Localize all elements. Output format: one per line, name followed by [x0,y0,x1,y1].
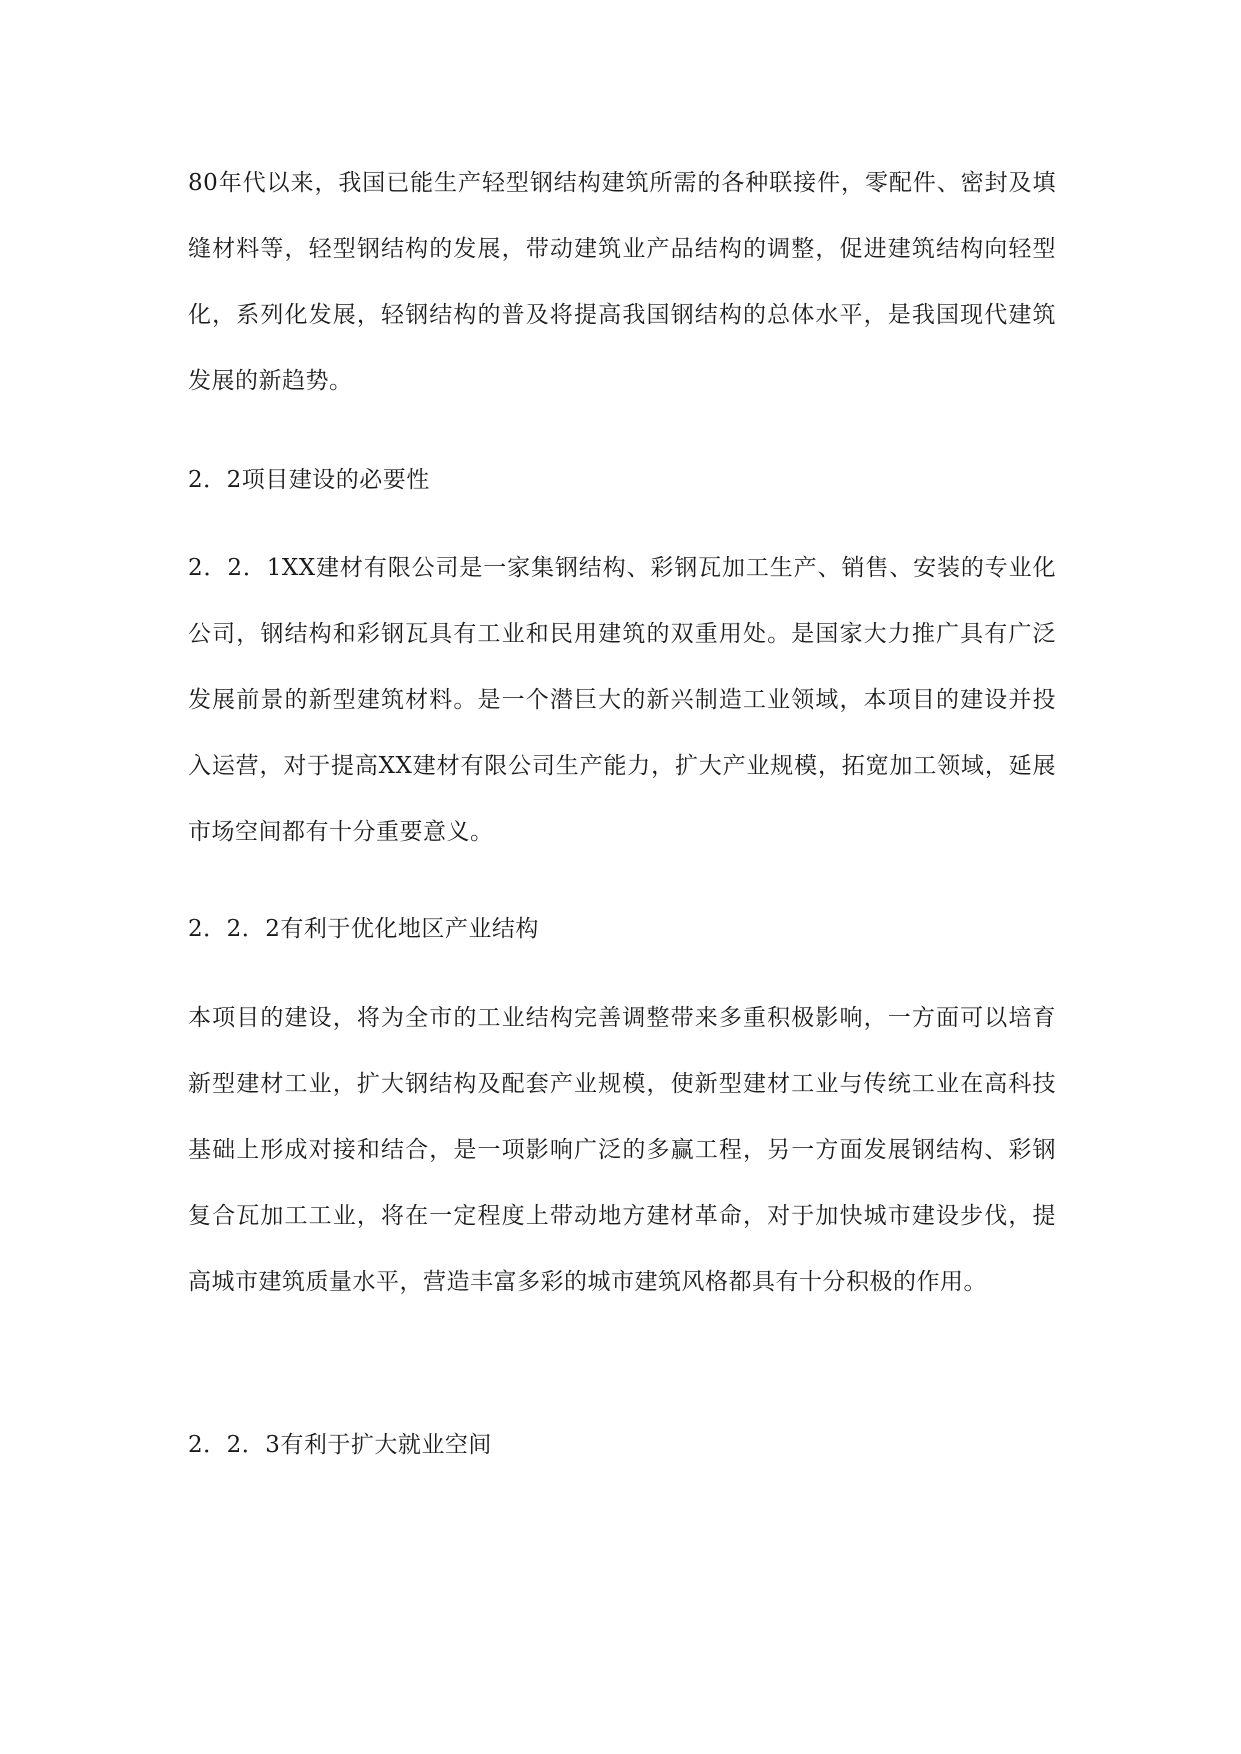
section-heading-2-2: 2．2项目建设的必要性 [188,467,430,493]
paragraph-2-2-2: 本项目的建设，将为全市的工业结构完善调整带来多重积极影响，一方面可以培育新型建材工业，扩大钢结构及配套产业规模，使新型建材工业与传统工业在高科技基础上形成对接和结合，是一项影响广泛的多赢工程，另一方面发展钢结构、彩钢复合瓦加工工业，将在一定程度上带动地方建材革命，对于加快城市建设步伐，提高城市建筑质量水平，营造丰富多彩的城市建筑风格都具有十分积极的作用。 [188,1005,1056,1295]
intro-paragraph: 80年代以来，我国已能生产轻型钢结构建筑所需的各种联接件，零配件、密封及填缝材料等，轻型钢结构的发展，带动建筑业产品结构的调整，促进建筑结构向轻型化，系列化发展，轻钢结构的普及将提高我国钢结构的总体水平，是我国现代建筑发展的新趋势。 [188,170,1056,394]
paragraph-2-2-1: 2．2．1XX建材有限公司是一家集钢结构、彩钢瓦加工生产、销售、安装的专业化公司，钢结构和彩钢瓦具有工业和民用建筑的双重用处。是国家大力推广具有广泛发展前景的新型建筑材料。是一个潜巨大的新兴制造工业领域，本项目的建设并投入运营，对于提高XX建材有限公司生产能力，扩大产业规模，拓宽加工领域，延展市场空间都有十分重要意义。 [188,555,1056,845]
section-heading-2-2-3: 2．2．3有利于扩大就业空间 [188,1432,492,1458]
section-heading-2-2-2: 2．2．2有利于优化地区产业结构 [188,916,539,942]
